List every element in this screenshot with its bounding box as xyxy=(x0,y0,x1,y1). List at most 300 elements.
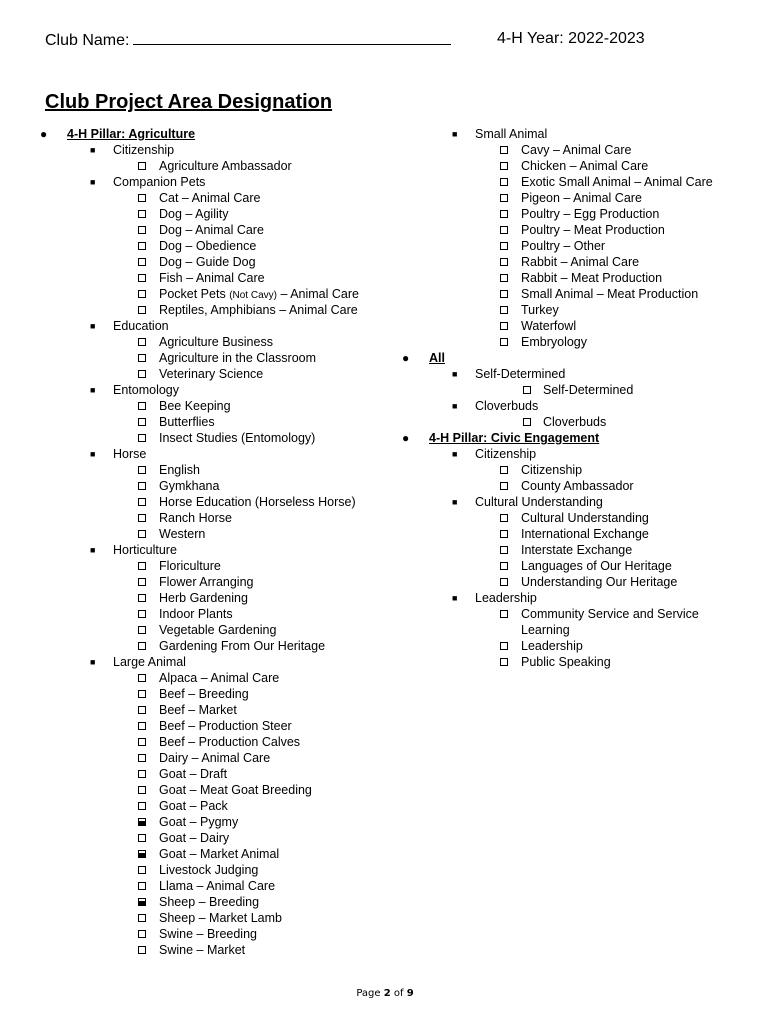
category-citizenship xyxy=(402,446,762,462)
project-name: Beef – Production Steer xyxy=(159,719,292,733)
project-item-gymkhana[interactable] xyxy=(40,478,400,494)
project-item-self-determined[interactable] xyxy=(402,382,762,398)
checkbox[interactable] xyxy=(500,322,508,330)
project-name: English xyxy=(159,463,200,477)
project-item-bee-keeping[interactable] xyxy=(40,398,400,414)
checkbox[interactable] xyxy=(138,738,146,746)
project-label xyxy=(159,782,312,798)
project-label xyxy=(521,238,605,254)
project-label xyxy=(159,862,258,878)
checkbox[interactable] xyxy=(500,514,508,522)
checkbox[interactable] xyxy=(138,834,146,842)
project-item-dog-agility[interactable] xyxy=(40,206,400,222)
checkbox[interactable] xyxy=(138,530,146,538)
project-name: Beef – Breeding xyxy=(159,687,249,701)
checkbox[interactable] xyxy=(500,658,508,666)
checkbox[interactable] xyxy=(138,786,146,794)
project-name: Dog – Guide Dog xyxy=(159,255,256,269)
project-item-understanding-our-heritage[interactable] xyxy=(402,574,762,590)
project-item-livestock-judging[interactable] xyxy=(40,862,400,878)
project-label xyxy=(159,686,249,702)
project-item-cavy-animal-care[interactable] xyxy=(402,142,762,158)
project-item-sheep-breeding[interactable] xyxy=(40,894,400,910)
checkbox[interactable] xyxy=(138,482,146,490)
checkbox[interactable] xyxy=(138,306,146,314)
footer-page-total: 9 xyxy=(406,988,414,999)
checkbox[interactable] xyxy=(500,642,508,650)
project-label xyxy=(159,254,256,270)
project-item-poultry-meat-production[interactable] xyxy=(402,222,762,238)
checkbox[interactable] xyxy=(500,242,508,250)
project-item-goat-pack[interactable] xyxy=(40,798,400,814)
round-bullet-icon: ● xyxy=(402,351,410,365)
checkbox[interactable] xyxy=(138,194,146,202)
checkbox[interactable] xyxy=(138,594,146,602)
checkbox[interactable] xyxy=(138,338,146,346)
project-item-western[interactable] xyxy=(40,526,400,542)
project-item-dog-guide-dog[interactable] xyxy=(40,254,400,270)
project-label xyxy=(159,366,263,382)
project-label xyxy=(159,414,215,430)
checkbox[interactable] xyxy=(138,946,146,954)
project-label xyxy=(159,590,248,606)
project-item-beef-production-calves[interactable] xyxy=(40,734,400,750)
category-label: Horse xyxy=(113,447,147,461)
project-name: Western xyxy=(159,527,206,541)
project-label xyxy=(159,622,276,638)
project-label xyxy=(521,606,716,638)
checkbox[interactable] xyxy=(138,610,146,618)
checkbox[interactable] xyxy=(523,418,531,426)
checkbox[interactable] xyxy=(138,818,146,826)
project-item-cat-animal-care[interactable] xyxy=(40,190,400,206)
project-item-flower-arranging[interactable] xyxy=(40,574,400,590)
category-self-determined xyxy=(402,366,762,382)
square-bullet-icon: ■ xyxy=(90,657,96,667)
project-label xyxy=(159,398,231,414)
category-label: Cultural Understanding xyxy=(475,495,603,509)
category-education xyxy=(40,318,400,334)
project-label xyxy=(521,174,713,190)
project-name: Pocket Pets xyxy=(159,287,226,301)
project-item-english[interactable] xyxy=(40,462,400,478)
round-bullet-icon: ● xyxy=(40,127,48,141)
footer-page-number: 2 xyxy=(383,988,391,999)
checkbox[interactable] xyxy=(500,258,508,266)
project-item-county-ambassador[interactable] xyxy=(402,478,762,494)
checkbox[interactable] xyxy=(138,242,146,250)
project-item-poultry-egg-production[interactable] xyxy=(402,206,762,222)
project-item-goat-dairy[interactable] xyxy=(40,830,400,846)
project-name: Indoor Plants xyxy=(159,607,233,621)
project-item-horse-education-horseless-horse[interactable] xyxy=(40,494,400,510)
project-item-floriculture[interactable] xyxy=(40,558,400,574)
project-item-swine-breeding[interactable] xyxy=(40,926,400,942)
project-name: Sheep – Breeding xyxy=(159,895,260,909)
project-item-insect-studies-entomology[interactable] xyxy=(40,430,400,446)
checkbox[interactable] xyxy=(138,418,146,426)
checkbox[interactable] xyxy=(500,610,508,618)
project-label xyxy=(521,654,611,670)
project-name: Bee Keeping xyxy=(159,399,231,413)
project-name: Insect Studies (Entomology) xyxy=(159,431,316,445)
project-name: Cloverbuds xyxy=(543,415,607,429)
project-item-citizenship[interactable] xyxy=(402,462,762,478)
checkbox[interactable] xyxy=(500,466,508,474)
checkbox[interactable] xyxy=(500,482,508,490)
project-name: Dog – Animal Care xyxy=(159,223,264,237)
square-bullet-icon: ■ xyxy=(452,593,458,603)
category-large-animal xyxy=(40,654,400,670)
project-name: Beef – Production Calves xyxy=(159,735,301,749)
project-label xyxy=(159,526,205,542)
project-label xyxy=(159,462,200,478)
project-name: Alpaca – Animal Care xyxy=(159,671,280,685)
project-item-rabbit-animal-care[interactable] xyxy=(402,254,762,270)
project-label xyxy=(159,798,228,814)
project-item-agriculture-in-the-classroom[interactable] xyxy=(40,350,400,366)
club-name-blank-line[interactable] xyxy=(133,30,451,45)
project-item-beef-market[interactable] xyxy=(40,702,400,718)
checkbox[interactable] xyxy=(500,194,508,202)
project-item-agriculture-business[interactable] xyxy=(40,334,400,350)
project-label xyxy=(159,574,254,590)
project-label xyxy=(159,830,229,846)
project-name: International Exchange xyxy=(521,527,649,541)
checkbox[interactable] xyxy=(138,674,146,682)
project-item-beef-breeding[interactable] xyxy=(40,686,400,702)
checkbox[interactable] xyxy=(138,402,146,410)
project-name: Veterinary Science xyxy=(159,367,264,381)
project-name: Vegetable Gardening xyxy=(159,623,277,637)
project-item-leadership[interactable] xyxy=(402,638,762,654)
project-name: Understanding Our Heritage xyxy=(521,575,678,589)
project-item-poultry-other[interactable] xyxy=(402,238,762,254)
project-name-suffix: – Animal Care xyxy=(276,287,359,301)
checkbox[interactable] xyxy=(500,210,508,218)
project-label xyxy=(521,222,665,238)
project-item-reptiles-amphibians-animal-care[interactable] xyxy=(40,302,400,318)
project-item-beef-production-steer[interactable] xyxy=(40,718,400,734)
project-label xyxy=(159,910,282,926)
checkbox[interactable] xyxy=(138,722,146,730)
category-entomology xyxy=(40,382,400,398)
project-label xyxy=(159,558,221,574)
checkbox[interactable] xyxy=(138,866,146,874)
project-label xyxy=(159,926,257,942)
project-item-goat-pygmy[interactable] xyxy=(40,814,400,830)
project-item-swine-market[interactable] xyxy=(40,942,400,958)
project-name: Butterflies xyxy=(159,415,215,429)
square-bullet-icon: ■ xyxy=(90,177,96,187)
project-item-interstate-exchange[interactable] xyxy=(402,542,762,558)
project-name: Citizenship xyxy=(521,463,583,477)
checkbox[interactable] xyxy=(138,258,146,266)
project-label xyxy=(521,334,587,350)
project-item-fish-animal-care[interactable] xyxy=(40,270,400,286)
project-label xyxy=(159,638,325,654)
project-label xyxy=(521,254,639,270)
project-label xyxy=(159,494,356,510)
project-label xyxy=(159,702,237,718)
project-label xyxy=(159,606,233,622)
checkbox[interactable] xyxy=(500,306,508,314)
category-label: Entomology xyxy=(113,383,180,397)
project-name: Dog – Agility xyxy=(159,207,229,221)
square-bullet-icon: ■ xyxy=(90,385,96,395)
square-bullet-icon: ■ xyxy=(90,145,96,155)
square-bullet-icon: ■ xyxy=(90,545,96,555)
project-name: Goat – Dairy xyxy=(159,831,230,845)
project-name: Cavy – Animal Care xyxy=(521,143,632,157)
project-name: County Ambassador xyxy=(521,479,634,493)
category-small-animal xyxy=(402,126,762,142)
project-item-embryology[interactable] xyxy=(402,334,762,350)
project-label xyxy=(159,302,358,318)
project-item-turkey[interactable] xyxy=(402,302,762,318)
project-name: Herb Gardening xyxy=(159,591,248,605)
project-label xyxy=(159,814,238,830)
project-item-goat-meat-goat-breeding[interactable] xyxy=(40,782,400,798)
checkbox[interactable] xyxy=(500,530,508,538)
checkbox[interactable] xyxy=(500,290,508,298)
square-bullet-icon: ■ xyxy=(452,497,458,507)
project-label xyxy=(159,334,273,350)
checkbox[interactable] xyxy=(138,850,146,858)
checkbox[interactable] xyxy=(138,434,146,442)
project-label xyxy=(159,190,260,206)
project-label xyxy=(521,190,642,206)
checkbox[interactable] xyxy=(500,146,508,154)
checkbox[interactable] xyxy=(138,162,146,170)
project-label xyxy=(159,750,270,766)
project-label xyxy=(159,734,300,750)
project-item-exotic-small-animal-animal-care[interactable] xyxy=(402,174,762,190)
checkbox[interactable] xyxy=(523,386,531,394)
checkbox[interactable] xyxy=(138,290,146,298)
square-bullet-icon: ■ xyxy=(90,449,96,459)
project-name: Goat – Pygmy xyxy=(159,815,239,829)
category-label: Education xyxy=(113,319,169,333)
checkbox[interactable] xyxy=(138,370,146,378)
project-name: Self-Determined xyxy=(543,383,634,397)
checkbox[interactable] xyxy=(138,498,146,506)
checkbox[interactable] xyxy=(500,274,508,282)
project-label xyxy=(159,350,316,366)
category-label: Leadership xyxy=(475,591,537,605)
project-label xyxy=(543,382,633,398)
pillar-heading xyxy=(402,350,762,366)
project-name: Agriculture Ambassador xyxy=(159,159,292,173)
checkbox[interactable] xyxy=(138,690,146,698)
pillar-heading xyxy=(40,126,400,142)
project-item-pigeon-animal-care[interactable] xyxy=(402,190,762,206)
checkbox[interactable] xyxy=(138,770,146,778)
square-bullet-icon: ■ xyxy=(452,449,458,459)
category-label: Companion Pets xyxy=(113,175,206,189)
checkbox[interactable] xyxy=(500,562,508,570)
project-label xyxy=(521,270,662,286)
project-item-dairy-animal-care[interactable] xyxy=(40,750,400,766)
project-label xyxy=(159,222,264,238)
footer-of-word: of xyxy=(393,988,404,999)
category-citizenship xyxy=(40,142,400,158)
category-label: Citizenship xyxy=(113,143,175,157)
checkbox[interactable] xyxy=(138,930,146,938)
project-label xyxy=(521,302,559,318)
project-item-llama-animal-care[interactable] xyxy=(40,878,400,894)
checkbox[interactable] xyxy=(138,466,146,474)
project-name: Reptiles, Amphibians – Animal Care xyxy=(159,303,358,317)
project-item-rabbit-meat-production[interactable] xyxy=(402,270,762,286)
project-item-alpaca-animal-care[interactable] xyxy=(40,670,400,686)
project-item-pocket-pets[interactable] xyxy=(40,286,400,302)
project-name: Interstate Exchange xyxy=(521,543,633,557)
project-name: Fish – Animal Care xyxy=(159,271,265,285)
project-name: Small Animal – Meat Production xyxy=(521,287,699,301)
checkbox[interactable] xyxy=(138,578,146,586)
pillar-label: All xyxy=(429,351,445,365)
project-name: Dog – Obedience xyxy=(159,239,257,253)
project-name: Floriculture xyxy=(159,559,221,573)
checkbox[interactable] xyxy=(138,562,146,570)
category-cultural-understanding xyxy=(402,494,762,510)
checkbox[interactable] xyxy=(138,882,146,890)
project-name: Poultry – Egg Production xyxy=(521,207,660,221)
checkbox[interactable] xyxy=(500,178,508,186)
checkbox[interactable] xyxy=(138,354,146,362)
square-bullet-icon: ■ xyxy=(452,401,458,411)
checkbox[interactable] xyxy=(138,754,146,762)
checkbox[interactable] xyxy=(138,226,146,234)
project-name: Goat – Draft xyxy=(159,767,228,781)
checkbox[interactable] xyxy=(500,578,508,586)
project-name: Public Speaking xyxy=(521,655,611,669)
project-label xyxy=(159,238,256,254)
project-name: Chicken – Animal Care xyxy=(521,159,649,173)
category-horse xyxy=(40,446,400,462)
project-label xyxy=(521,478,634,494)
category-leadership xyxy=(402,590,762,606)
checkbox[interactable] xyxy=(500,226,508,234)
checkbox[interactable] xyxy=(138,802,146,810)
project-item-gardening-from-our-heritage[interactable] xyxy=(40,638,400,654)
project-item-cloverbuds[interactable] xyxy=(402,414,762,430)
project-name: Pigeon – Animal Care xyxy=(521,191,642,205)
checkbox[interactable] xyxy=(500,546,508,554)
project-name: Rabbit – Meat Production xyxy=(521,271,663,285)
round-bullet-icon: ● xyxy=(402,431,410,445)
project-label xyxy=(159,270,265,286)
project-item-public-speaking[interactable] xyxy=(402,654,762,670)
project-item-goat-market-animal[interactable] xyxy=(40,846,400,862)
project-label xyxy=(521,638,583,654)
checkbox[interactable] xyxy=(138,706,146,714)
project-item-waterfowl[interactable] xyxy=(402,318,762,334)
project-item-ranch-horse[interactable] xyxy=(40,510,400,526)
project-item-vegetable-gardening[interactable] xyxy=(40,622,400,638)
square-bullet-icon: ■ xyxy=(452,129,458,139)
project-name: Leadership xyxy=(521,639,583,653)
page-title: Club Project Area Designation xyxy=(45,91,333,113)
project-label xyxy=(159,894,259,910)
project-label xyxy=(521,158,648,174)
project-name: Swine – Breeding xyxy=(159,927,257,941)
project-item-sheep-market-lamb[interactable] xyxy=(40,910,400,926)
project-item-indoor-plants[interactable] xyxy=(40,606,400,622)
club-name-label: Club Name: xyxy=(45,32,130,49)
project-item-small-animal-meat-production[interactable] xyxy=(402,286,762,302)
project-label xyxy=(521,542,632,558)
project-label xyxy=(159,846,279,862)
project-item-international-exchange[interactable] xyxy=(402,526,762,542)
project-item-dog-animal-care[interactable] xyxy=(40,222,400,238)
page-footer xyxy=(0,988,770,999)
square-bullet-icon: ■ xyxy=(452,369,458,379)
project-name: Languages of Our Heritage xyxy=(521,559,672,573)
project-item-butterflies[interactable] xyxy=(40,414,400,430)
category-label: Large Animal xyxy=(113,655,186,669)
checkbox[interactable] xyxy=(138,274,146,282)
project-label xyxy=(159,478,219,494)
category-label: Citizenship xyxy=(475,447,537,461)
year-label: 4-H Year: 2022-2023 xyxy=(497,30,645,47)
project-label xyxy=(159,206,228,222)
category-label: Self-Determined xyxy=(475,367,566,381)
project-label xyxy=(521,510,649,526)
checkbox[interactable] xyxy=(138,210,146,218)
club-name-field[interactable] xyxy=(45,30,451,50)
project-item-herb-gardening[interactable] xyxy=(40,590,400,606)
project-name: Rabbit – Animal Care xyxy=(521,255,640,269)
project-name: Horse Education (Horseless Horse) xyxy=(159,495,356,509)
project-label xyxy=(159,670,279,686)
project-name: Poultry – Meat Production xyxy=(521,223,665,237)
checkbox[interactable] xyxy=(138,914,146,922)
project-item-languages-of-our-heritage[interactable] xyxy=(402,558,762,574)
project-name: Gymkhana xyxy=(159,479,220,493)
checkbox[interactable] xyxy=(500,162,508,170)
project-item-veterinary-science[interactable] xyxy=(40,366,400,382)
checkbox[interactable] xyxy=(138,642,146,650)
project-name: Sheep – Market Lamb xyxy=(159,911,282,925)
category-companion-pets xyxy=(40,174,400,190)
project-name: Beef – Market xyxy=(159,703,237,717)
project-item-community-service-and-service-learning[interactable] xyxy=(402,606,762,638)
project-item-agriculture-ambassador[interactable] xyxy=(40,158,400,174)
checkbox[interactable] xyxy=(500,338,508,346)
project-item-chicken-animal-care[interactable] xyxy=(402,158,762,174)
project-name: Swine – Market xyxy=(159,943,246,957)
right-column xyxy=(402,126,762,670)
project-label xyxy=(521,462,582,478)
project-name: Embryology xyxy=(521,335,587,349)
project-name: Ranch Horse xyxy=(159,511,232,525)
project-label xyxy=(159,766,227,782)
project-item-cultural-understanding[interactable] xyxy=(402,510,762,526)
project-name: Poultry – Other xyxy=(521,239,606,253)
project-item-goat-draft[interactable] xyxy=(40,766,400,782)
project-item-dog-obedience[interactable] xyxy=(40,238,400,254)
project-label xyxy=(159,718,292,734)
project-name: Gardening From Our Heritage xyxy=(159,639,326,653)
footer-page-word: Page xyxy=(356,988,381,999)
checkbox[interactable] xyxy=(138,898,146,906)
checkbox[interactable] xyxy=(138,626,146,634)
checkbox[interactable] xyxy=(138,514,146,522)
project-name: Dairy – Animal Care xyxy=(159,751,271,765)
project-name: Agriculture Business xyxy=(159,335,273,349)
